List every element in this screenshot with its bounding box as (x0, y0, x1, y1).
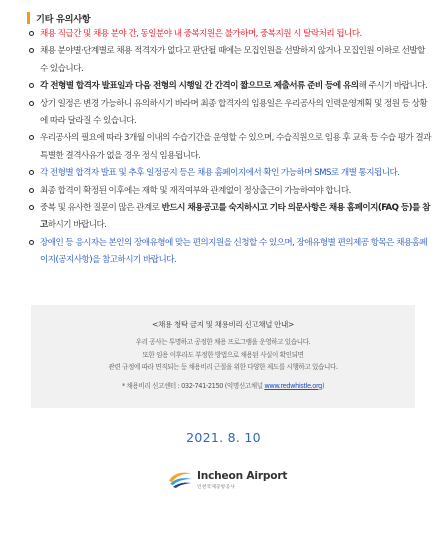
report-center-line (31, 380, 415, 390)
notice-item-text: 해 주시기 바랍니다. (358, 81, 428, 92)
circle-bullet-icon (29, 135, 34, 140)
notice-line: 우리 공사는 투명하고 공정한 채용 프로그램을 운영하고 있습니다. (135, 338, 311, 346)
notice-list (29, 26, 431, 270)
notice-item-text: 채용 분야별·단계별로 채용 적격자가 없다고 판단될 때에는 모집인원을 선발하지 않거나 모집인원 이하로 선발할 수 있습니다. (40, 46, 425, 74)
notice-line: 또한 임용 이후라도 부정한 방법으로 채용된 사실이 확인되면 (142, 350, 304, 359)
section-header (27, 11, 90, 25)
notice-item-text: 최종 합격이 확정된 이후에는 재학 및 재직여부와 관계없이 정상출근이 가능하여야 합니다. (40, 185, 351, 196)
recruitment-notice-box (31, 305, 415, 408)
incheon-airport-logo (167, 469, 287, 491)
logo-subtitle: 인천국제공항공사 (197, 484, 235, 490)
circle-bullet-icon (29, 170, 34, 175)
notice-item-text: 하시기 바랍니다. (47, 220, 107, 231)
redwhistle-link[interactable]: www.redwhistle.org (264, 381, 322, 390)
notice-item-text: 우리공사의 필요에 따라 3개월 이내의 수습기간을 운영할 수 있으며, 수습직원으로 임용 후 교육 등 수습 평가 결과 특별한 결격사유가 없을 경우 정식 임용됩니다. (40, 133, 431, 161)
report-center-text: * 채용비리 신고센터 : 032-741-2150 (익명신고채널 (121, 381, 265, 390)
notice-item (29, 130, 431, 165)
section-marker (27, 12, 30, 24)
circle-bullet-icon (29, 240, 34, 245)
airport-logo-icon (167, 469, 194, 491)
report-center-suffix: ) (321, 381, 325, 390)
notice-item (29, 165, 431, 182)
circle-bullet-icon (29, 101, 34, 106)
circle-bullet-icon (29, 48, 34, 53)
circle-bullet-icon (29, 188, 34, 193)
notice-item-text: 반드시 채용공고를 숙지하시고 기타 의문사항은 채용 홈페이지(FAQ 등)를 참고 (40, 203, 430, 231)
circle-bullet-icon (29, 31, 34, 36)
notice-item (29, 200, 431, 235)
notice-body (31, 336, 415, 374)
notice-item (29, 183, 431, 200)
notice-item (29, 26, 431, 43)
notice-item (29, 78, 431, 95)
notice-item-text: 상기 일정은 변경 가능하니 유의하시기 바라며 최종 합격자의 임용일은 우리공사의 인력운영계획 및 정원 등 상황에 따라 달라질 수 있습니다. (40, 98, 428, 127)
notice-line: 관련 규정에 따라 면직되는 등 채용비리 근절을 위한 다양한 제도를 시행하고 있습니다. (108, 363, 338, 372)
notice-item-text: 중복 및 유사한 질문이 많은 관계로 (40, 203, 162, 214)
notice-item-text: 채용 직급간 및 채용 분야 간, 동일분야 내 중복지원은 불가하며, 중복지원 시 탈락처리 됩니다. (40, 29, 362, 39)
logo-name: Incheon Airport (197, 469, 288, 482)
notice-item (29, 43, 431, 78)
notice-title: <채용 청탁 금지 및 채용비리 신고채널 안내> (152, 320, 294, 329)
notice-item (29, 96, 431, 131)
circle-bullet-icon (29, 83, 34, 88)
notice-item-text: 각 전형별 합격자 발표 및 추후 일정공지 등은 채용 홈페이지에서 확인 가능하며 SMS로 개별 통지됩니다. (40, 168, 400, 179)
circle-bullet-icon (29, 205, 34, 210)
section-title: 기타 유의사항 (36, 14, 91, 25)
notice-item (29, 235, 431, 270)
notice-item-text: 장애인 등 응시자는 본인의 장애유형에 맞는 편의지원을 신청할 수 있으며, 장애유형별 편의제공 항목은 채용홈페이지(공지사항)을 참고하시기 바랍니다. (40, 237, 428, 266)
notice-item-text: 각 전형별 합격자 발표일과 다음 전형의 시행일 간 간격이 짧으므로 제출서류 준비 등에 유의 (40, 81, 359, 92)
announcement-date: 2021. 8. 10 (186, 430, 261, 445)
